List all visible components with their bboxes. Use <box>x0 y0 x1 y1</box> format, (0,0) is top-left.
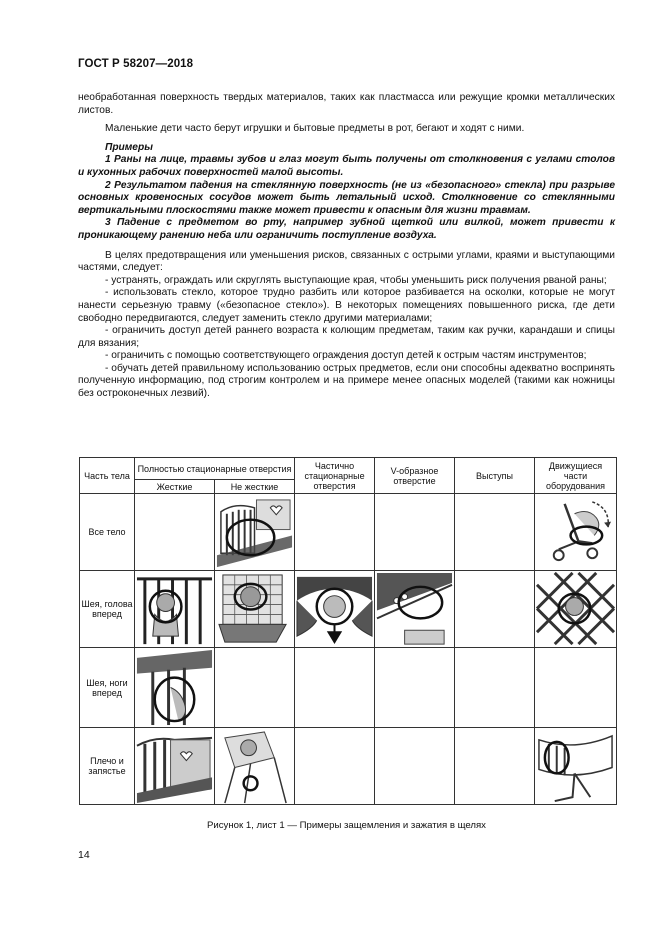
empty-cell <box>375 648 455 728</box>
bullet-item: - ограничить доступ детей раннего возраста к колющим предметам, таким как ручки, карандаши и спицы для вязания; <box>78 325 615 349</box>
empty-cell <box>375 494 455 571</box>
empty-cell <box>295 494 375 571</box>
playpen-illustration <box>215 571 295 648</box>
high-chair-illustration <box>215 728 295 805</box>
bullet-item: - использовать стекло, которое трудно разбить или которое разбивается на осколки, которые не могут нанести серьезную травму («безопасное стекло»). В некоторых помещениях повышенного риска, где дети свободно передвигаются, следует заменить стекло другими материалами; <box>78 287 615 324</box>
paragraph: В целях предотвращения или уменьшения рисков, связанных с острыми углами, краями и выступающими частями, следует: <box>78 249 615 274</box>
paragraph: Маленькие дети часто берут игрушки и бытовые предметы в рот, бегают и ходят с ними. <box>105 123 525 135</box>
bullet-item: - ограничить с помощью соответствующего ограждения доступ детей к острым частям инструментов; <box>105 350 587 362</box>
examples-heading: Примеры <box>105 141 153 153</box>
header-nonrigid: Не жесткие <box>215 480 295 494</box>
crib-bars-illustration <box>135 571 215 648</box>
rocking-cradle-illustration <box>535 728 617 805</box>
header-moving-parts: Движущиеся части оборудования <box>535 458 617 494</box>
lattice-gate-illustration <box>535 571 617 648</box>
header-fixed-openings: Полностью стационарные отверстия <box>135 458 295 480</box>
header-protrusions: Выступы <box>455 458 535 494</box>
paragraph: необработанная поверхность твердых материалов, таких как пластмасса или режущие кромки металлических листов. <box>78 92 615 116</box>
header-v-opening: V-образное отверстие <box>375 458 455 494</box>
header-partial-openings: Частично стационарные отверстия <box>295 458 375 494</box>
bullet-item: - устранять, ограждать или скруглять выступающие края, чтобы уменьшить риск получения рваной раны; <box>105 274 607 286</box>
crib-side-illustration <box>135 728 215 805</box>
empty-cell <box>455 494 535 571</box>
figure-caption: Рисунок 1, лист 1 — Примеры защемления и зажатия в щелях <box>207 820 486 831</box>
crib-illustration <box>215 494 295 571</box>
header-rigid: Жесткие <box>135 480 215 494</box>
bullet-item: - обучать детей правильному использованию острых предметов, если они способны адекватно воспринять полученную информацию, под строгим контролем и на примере менее опасных моделей (такими как ножницы без остроконечных лезвий). <box>78 362 615 400</box>
empty-cell <box>135 494 215 571</box>
body-text <box>78 92 615 401</box>
page-number: 14 <box>78 849 90 861</box>
empty-cell <box>535 648 617 728</box>
example-2: 2 Результатом падения на стеклянную поверхность (не из «безопасного» стекла) при разрыве основных кровеносных сосудов может быть летальный исход. Столкновение со стеклянными вертикальными плоскостями также может привести к опасным для жизни травмам. <box>78 179 615 216</box>
row-label: Шея, голова вперед <box>80 571 135 648</box>
row-label: Все тело <box>80 494 135 571</box>
row-label: Шея, ноги вперед <box>80 648 135 728</box>
empty-cell <box>295 728 375 805</box>
document-header: ГОСТ Р 58207—2018 <box>78 58 194 70</box>
example-3: 3 Падение с предметом во рту, например зубной щеткой или вилкой, может привести к проникающему ранению неба или ограничить поступление воздуха. <box>78 217 615 241</box>
v-opening-illustration <box>375 571 455 648</box>
empty-cell <box>455 728 535 805</box>
bunk-bed-illustration <box>135 648 215 728</box>
entrapment-figure-table <box>79 457 617 805</box>
empty-cell <box>295 648 375 728</box>
empty-cell <box>215 648 295 728</box>
stroller-illustration <box>535 494 617 571</box>
row-label: Плечо и запястье <box>80 728 135 805</box>
example-1: 1 Раны на лице, травмы зубов и глаз могут быть получены от столкновения с углами столов и кухонных рабочих поверхностей малой высоты. <box>78 154 615 178</box>
table-hole-illustration <box>295 571 375 648</box>
empty-cell <box>455 571 535 648</box>
empty-cell <box>455 648 535 728</box>
empty-cell <box>375 728 455 805</box>
header-body-part: Часть тела <box>80 458 135 494</box>
